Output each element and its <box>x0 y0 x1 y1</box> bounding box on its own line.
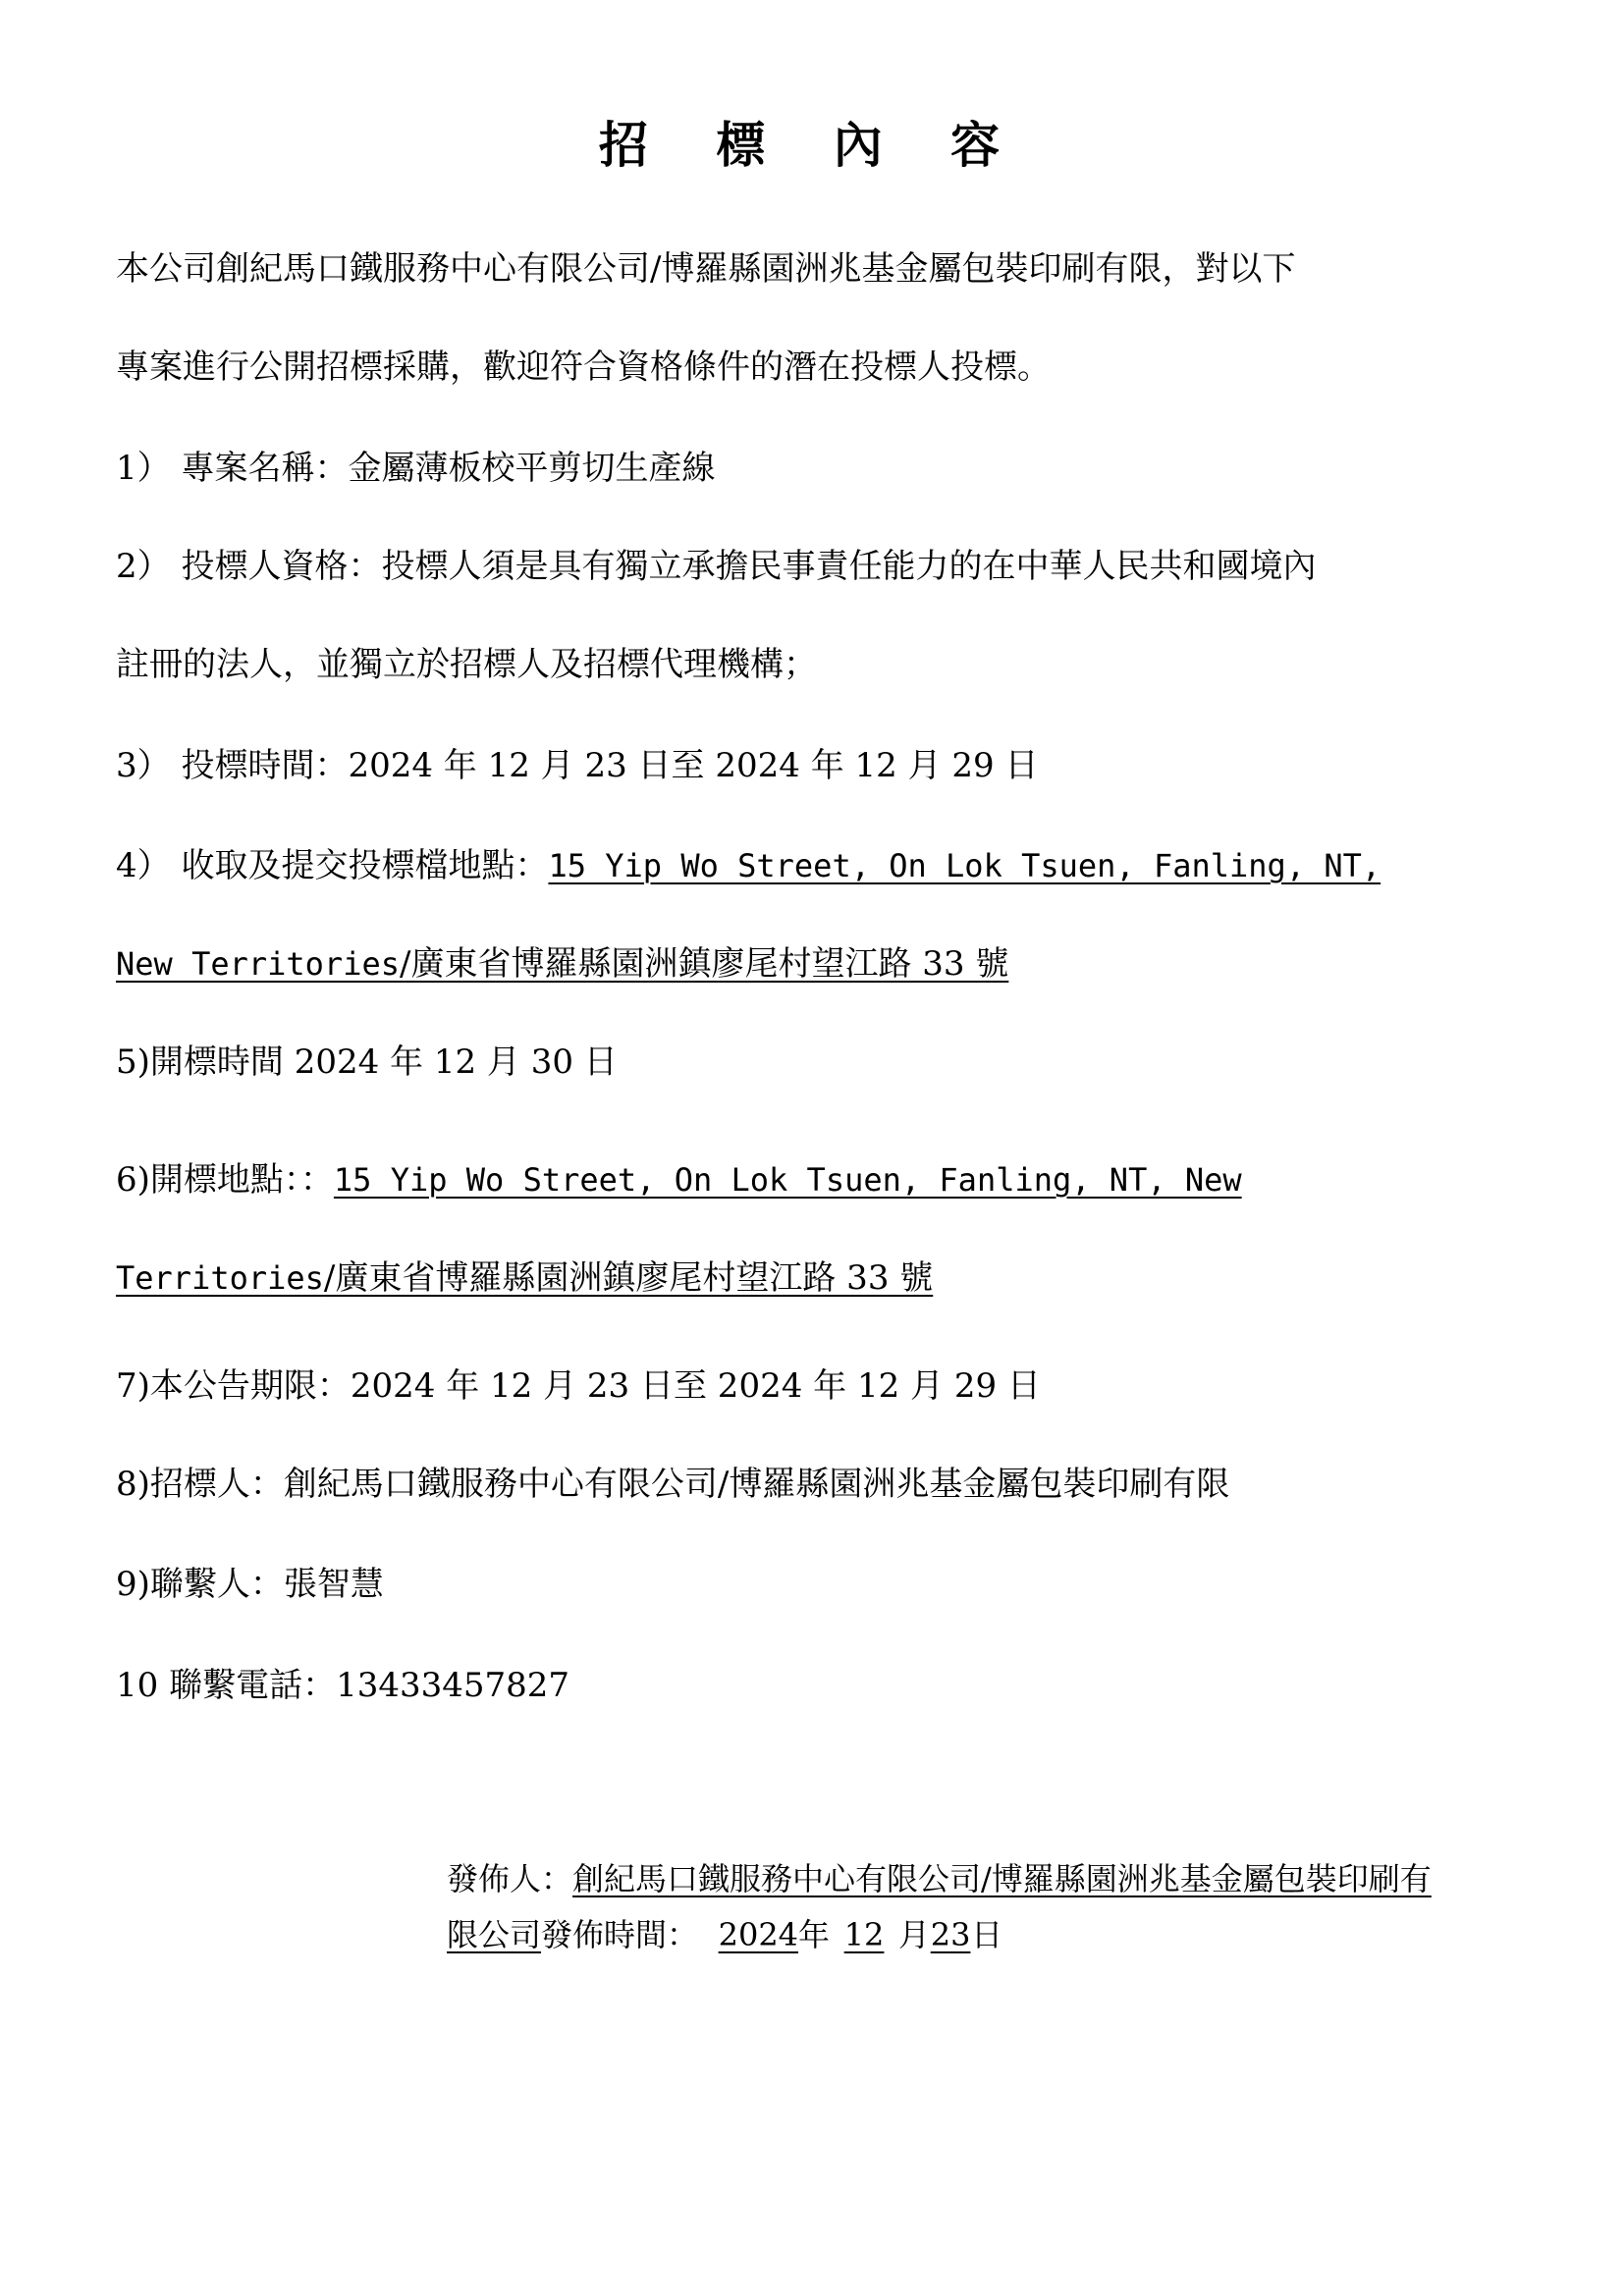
publisher-name-line-2: 限公司 <box>447 1916 542 1953</box>
intro-line-2: 專案進行公開招標採購，歡迎符合資格條件的潛在投標人投標。 <box>116 347 1051 387</box>
publisher-label: 發佈人： <box>447 1860 573 1897</box>
item-8-value: 創紀馬口鐵服務中心有限公司/博羅縣園洲兆基金屬包裝印刷有限 <box>283 1465 1230 1504</box>
publish-time-label: 發佈時間： <box>541 1916 699 1953</box>
item-3-value: 2024 年 12 月 23 日至 2024 年 12 月 29 日 <box>348 746 1039 785</box>
item-4-continuation <box>116 942 1008 986</box>
item-4-label: 4） 收取及提交投標檔地點： <box>116 846 549 885</box>
item-8-label: 8)招標人： <box>116 1465 284 1504</box>
item-1-value: 金屬薄板校平剪切生產線 <box>348 449 716 488</box>
item-4-address-line-1: 15 Yip Wo Street, On Lok Tsuen, Fanling, NT, <box>548 847 1381 884</box>
item-5 <box>116 1041 618 1084</box>
item-9-value: 張智慧 <box>283 1565 384 1604</box>
item-10 <box>116 1664 569 1707</box>
item-6-address-en: Territories <box>116 1259 324 1297</box>
intro-line-1: 本公司創紀馬口鐵服務中心有限公司/博羅縣園洲兆基金屬包裝印刷有限，對以下 <box>116 249 1296 289</box>
item-4 <box>116 844 1380 887</box>
item-1-label: 1） 專案名稱： <box>116 449 349 488</box>
item-5-value: 2024 年 12 月 30 日 <box>294 1042 618 1082</box>
item-4-address-cn: /廣東省博羅縣園洲鎮廖尾村望江路 33 號 <box>399 944 1009 984</box>
item-7 <box>116 1364 1041 1408</box>
item-2-value-line-1: 投標人須是具有獨立承擔民事責任能力的在中華人民共和國境內 <box>381 547 1317 586</box>
item-6-address-line-1: 15 Yip Wo Street, On Lok Tsuen, Fanling, NT, New <box>333 1161 1242 1199</box>
item-3 <box>116 744 1038 787</box>
item-2-continuation: 註冊的法人，並獨立於招標人及招標代理機構； <box>116 645 817 684</box>
item-6 <box>116 1158 1242 1201</box>
item-7-value: 2024 年 12 月 23 日至 2024 年 12 月 29 日 <box>350 1366 1041 1406</box>
publish-day-unit: 日 <box>971 1916 1003 1953</box>
item-5-label: 5)開標時間 <box>116 1042 295 1082</box>
item-4-address-en: New Territories <box>116 945 400 983</box>
item-3-label: 3） 投標時間： <box>116 746 349 785</box>
publisher-line-2 <box>447 1914 1002 1955</box>
document-title: 招 標 內 容 <box>598 117 1026 174</box>
publish-year: 2024 <box>718 1916 799 1953</box>
publish-day: 23 <box>930 1916 971 1953</box>
item-6-label: 6)開標地點：： <box>116 1160 334 1200</box>
item-9-label: 9)聯繫人： <box>116 1565 284 1604</box>
item-7-label: 7)本公告期限： <box>116 1366 351 1406</box>
publish-month-unit: 月 <box>898 1916 931 1953</box>
item-6-address-cn: /廣東省博羅縣園洲鎮廖尾村望江路 33 號 <box>323 1258 934 1298</box>
publisher-line-1 <box>447 1858 1432 1899</box>
item-10-value: 13433457827 <box>336 1666 570 1705</box>
item-2 <box>116 545 1316 588</box>
item-9 <box>116 1563 384 1606</box>
item-2-label: 2） 投標人資格： <box>116 547 382 586</box>
publish-year-unit: 年 <box>798 1916 831 1953</box>
item-6-continuation <box>116 1256 933 1300</box>
publish-month: 12 <box>843 1916 885 1953</box>
publisher-name-line-1: 創紀馬口鐵服務中心有限公司/博羅縣園洲兆基金屬包裝印刷有 <box>572 1860 1432 1897</box>
item-1 <box>116 447 715 490</box>
item-10-label: 10 聯繫電話： <box>116 1666 337 1705</box>
item-8 <box>116 1463 1229 1506</box>
